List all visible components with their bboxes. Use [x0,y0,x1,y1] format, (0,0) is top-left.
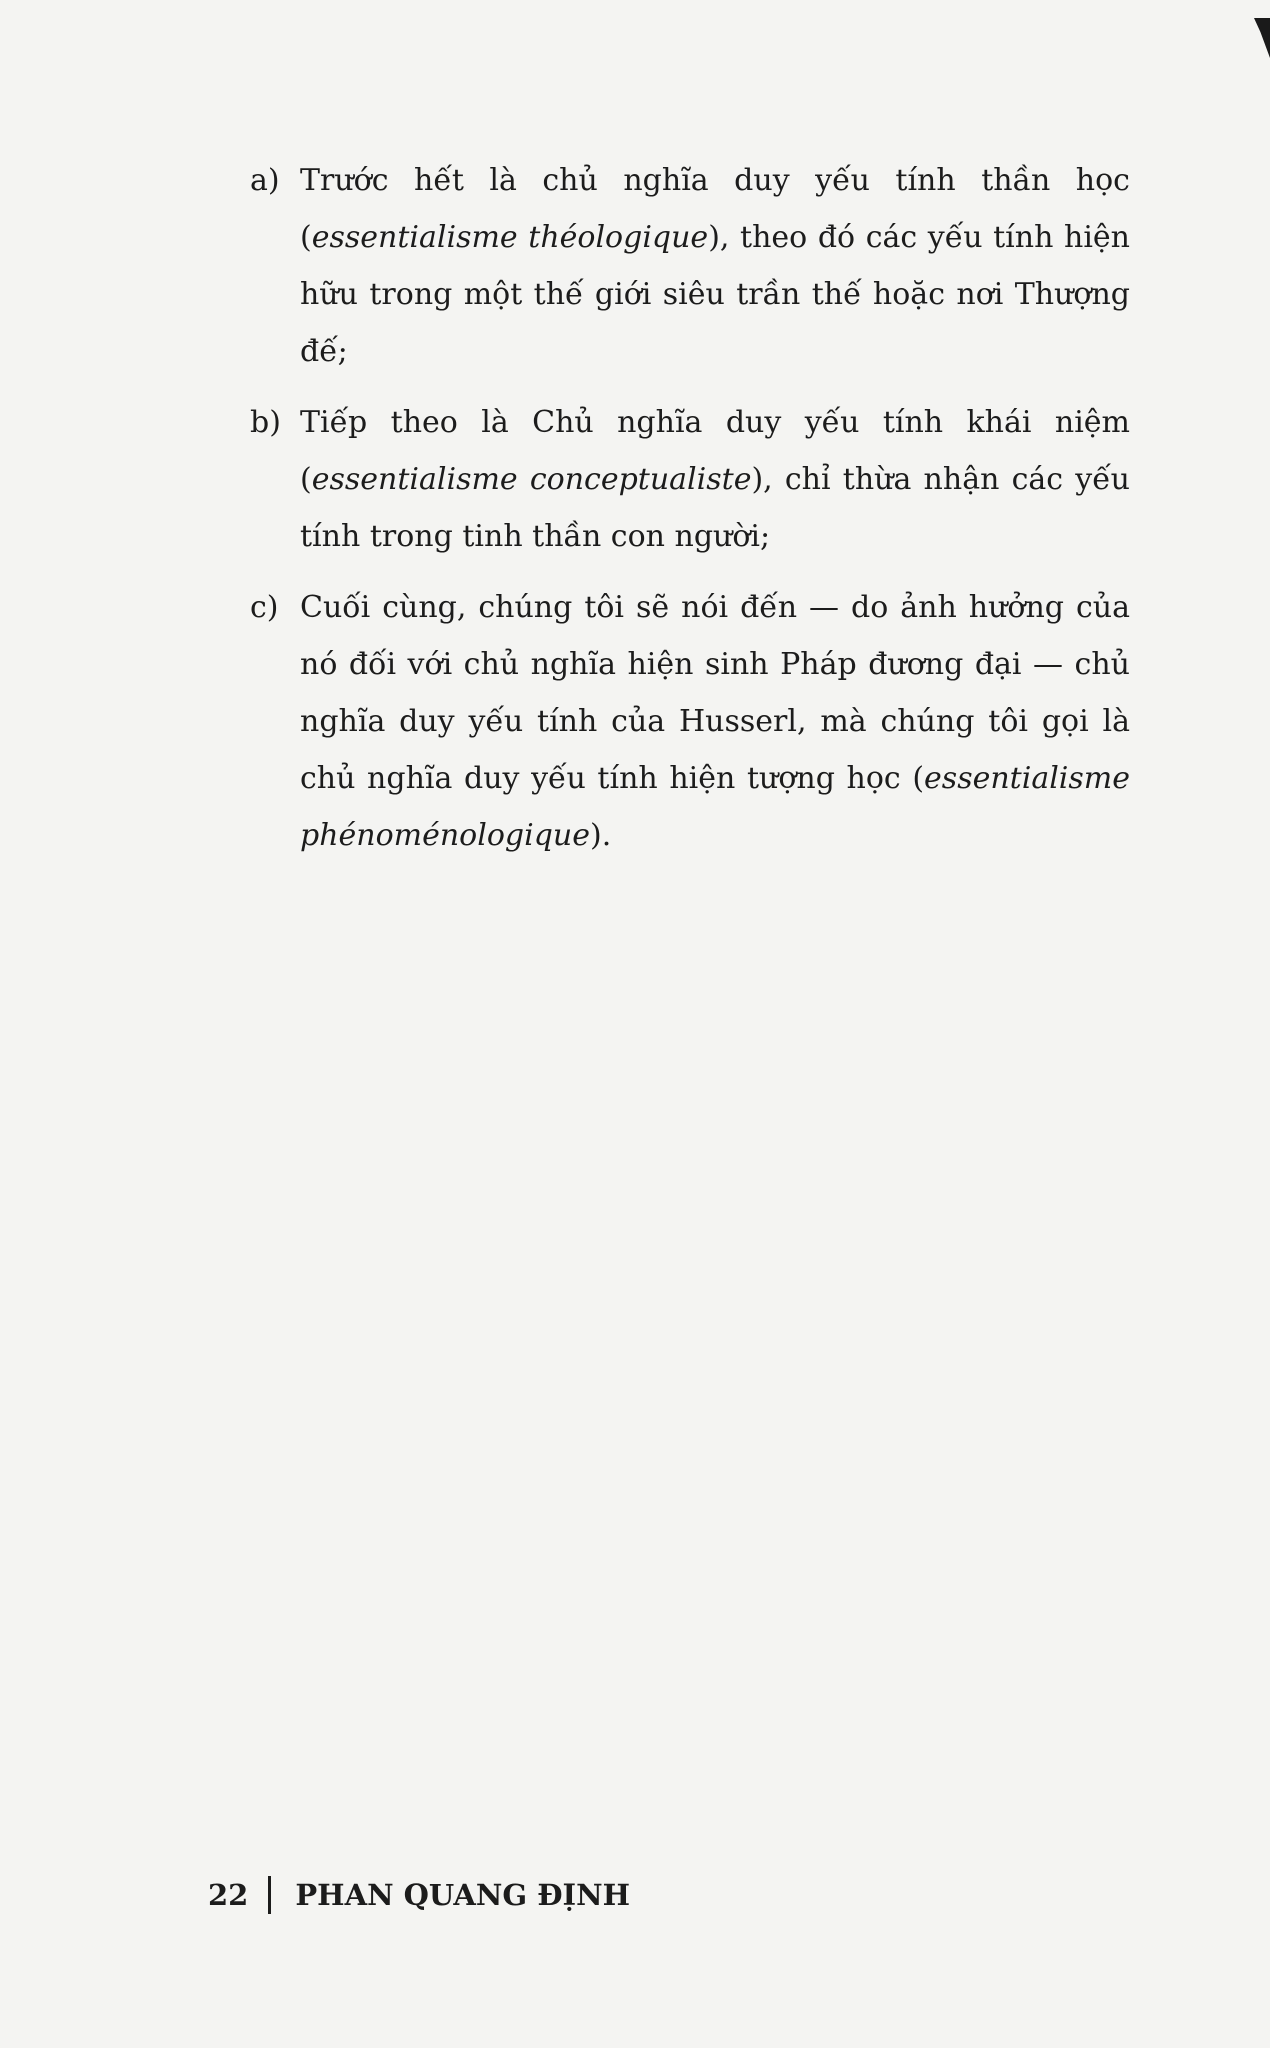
item-text-after: ). [589,818,612,853]
item-term-italic: essentialisme phénoménologique [300,761,1130,853]
item-term-italic: essentialisme conceptualiste [311,462,752,497]
author-name: PHAN QUANG ĐỊNH [295,1878,631,1912]
item-text-after: ), chỉ thừa nhận các yếu tính trong tinh thần con người; [300,462,1130,554]
item-text-before: Trước hết là chủ nghĩa duy yếu tính thần học ( [300,163,1130,255]
list-marker: a) [250,163,280,198]
item-text-before: Tiếp theo là Chủ nghĩa duy yếu tính khái niệm ( [300,405,1130,497]
item-text-after: ), theo đó các yếu tính hiện hữu trong một thế giới siêu trần thế hoặc nơi Thượng đế; [300,220,1131,369]
essentialism-list [250,152,1130,878]
item-text-before: Cuối cùng, chúng tôi sẽ nói đến — do ảnh hưởng của nó đối với chủ nghĩa hiện sinh Pháp đương đại — chủ nghĩa duy yếu tính của Husserl, mà chúng tôi gọi là chủ nghĩa duy yếu tính hiện tượng học ( [300,590,1130,796]
list-item-c [250,579,1130,864]
page-number: 22 [208,1878,249,1912]
list-item-a [250,152,1130,380]
page-footer [208,1876,630,1914]
list-marker: c) [250,590,279,625]
list-marker: b) [250,405,281,440]
page-corner-mark [1254,18,1270,58]
item-term-italic: essentialisme théologique [311,220,709,255]
list-item-b [250,394,1130,565]
footer-separator [268,1876,271,1914]
